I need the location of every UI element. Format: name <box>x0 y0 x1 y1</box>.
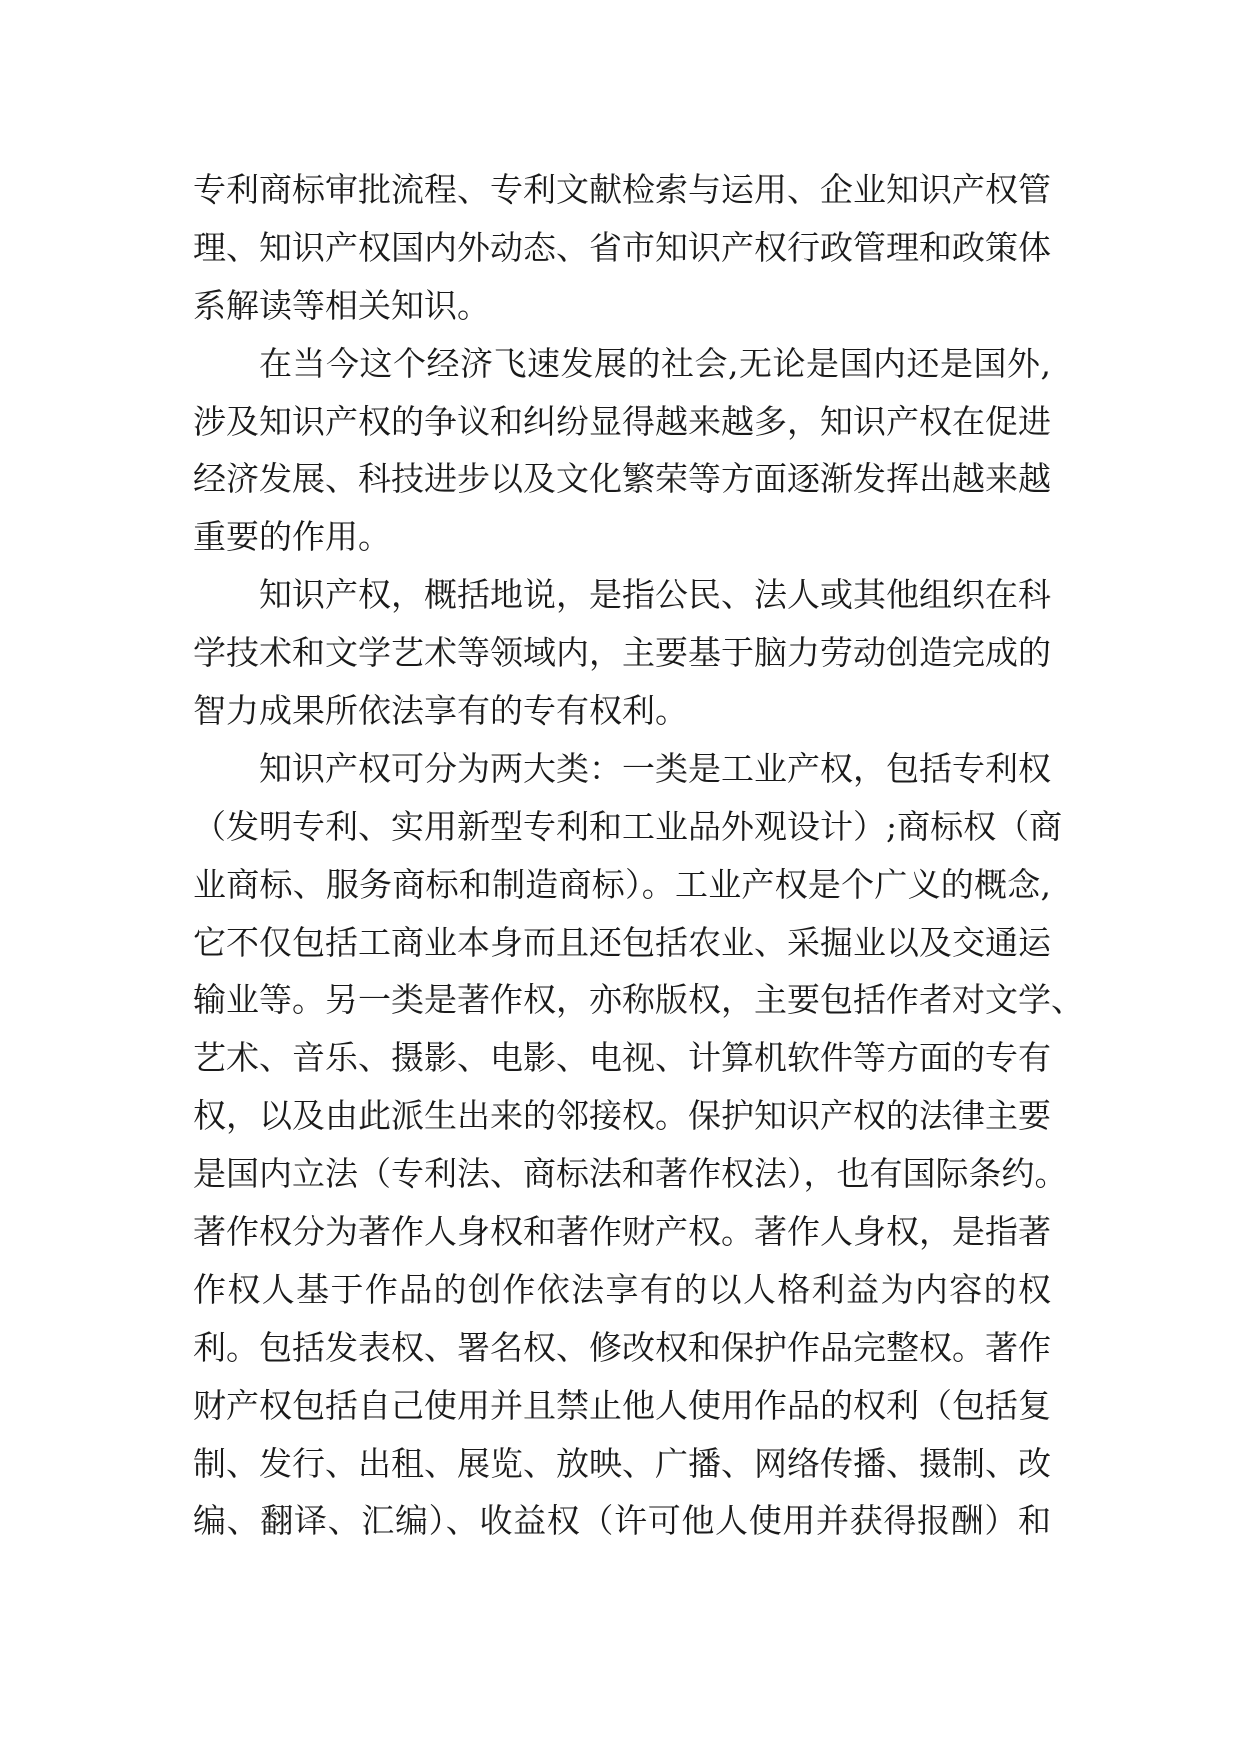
text-line: 编、翻译、汇编）、收益权（许可他人使用并获得报酬）和 <box>193 1501 1051 1541</box>
text-line: 重要的作用。 <box>193 517 391 557</box>
text-line: 艺术、音乐、摄影、电影、电视、计算机软件等方面的专有 <box>193 1038 1051 1078</box>
document-body <box>193 161 1084 1550</box>
text-line: 利。包括发表权、署名权、修改权和保护作品完整权。著作 <box>193 1327 1051 1367</box>
text-line: 著作权分为著作人身权和著作财产权。著作人身权，是指著 <box>193 1212 1051 1252</box>
text-line: 理、知识产权国内外动态、省市知识产权行政管理和政策体 <box>193 227 1051 267</box>
paragraph-first-line: 知识产权，概括地说，是指公民、法人或其他组织在科 <box>259 575 1051 615</box>
text-line: （发明专利、实用新型专利和工业品外观设计）;商标权（商 <box>193 806 1063 846</box>
text-line: 作权人基于作品的创作依法享有的以人格利益为内容的权 <box>193 1269 1051 1309</box>
text-line: 业商标、服务商标和制造商标）。工业产权是个广义的概念, <box>193 864 1051 904</box>
text-line: 学技术和文学艺术等领域内，主要基于脑力劳动创造完成的 <box>193 633 1051 673</box>
text-line: 智力成果所依法享有的专有权利。 <box>193 691 688 731</box>
text-line: 是国内立法（专利法、商标法和著作权法），也有国际条约。 <box>193 1154 1068 1194</box>
paragraph-first-line: 在当今这个经济飞速发展的社会,无论是国内还是国外, <box>259 343 1051 383</box>
text-line: 专利商标审批流程、专利文献检索与运用、企业知识产权管 <box>193 170 1051 209</box>
text-line: 涉及知识产权的争议和纠纷显得越来越多，知识产权在促进 <box>193 401 1051 441</box>
text-line: 它不仅包括工商业本身而且还包括农业、采掘业以及交通运 <box>193 922 1051 962</box>
text-line: 制、发行、出租、展览、放映、广播、网络传播、摄制、改 <box>193 1443 1051 1483</box>
text-line: 权，以及由此派生出来的邻接权。保护知识产权的法律主要 <box>193 1096 1051 1136</box>
text-line: 输业等。另一类是著作权，亦称版权，主要包括作者对文学、 <box>193 980 1084 1020</box>
text-line: 经济发展、科技进步以及文化繁荣等方面逐渐发挥出越来越 <box>193 459 1051 499</box>
paragraph-first-line: 知识产权可分为两大类：一类是工业产权，包括专利权 <box>259 748 1051 788</box>
text-line: 财产权包括自己使用并且禁止他人使用作品的权利（包括复 <box>193 1385 1051 1425</box>
text-line: 系解读等相关知识。 <box>193 285 490 325</box>
